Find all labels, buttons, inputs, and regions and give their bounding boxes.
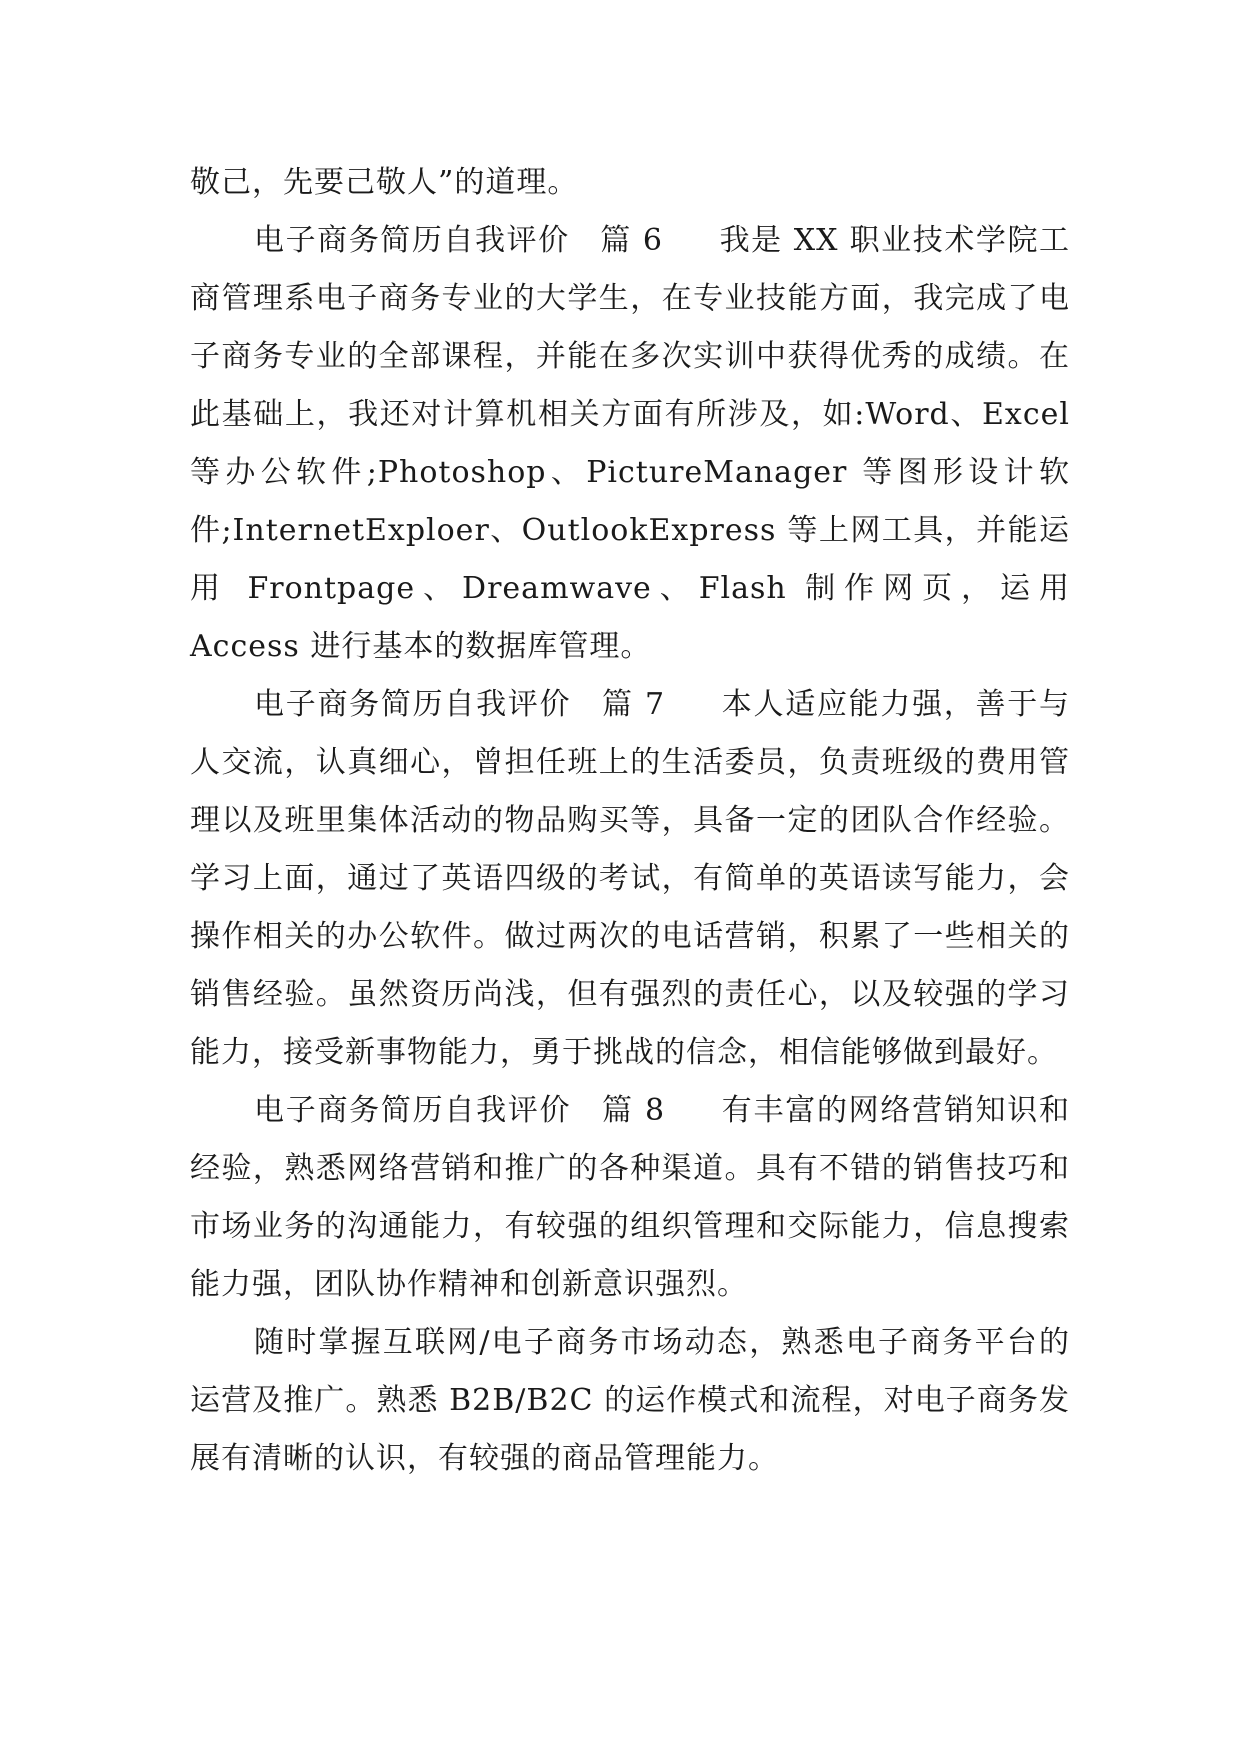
paragraph-ecommerce-trends xyxy=(190,1314,1070,1488)
paragraph-text: 本人适应能力强，善于与人交流，认真细心，曾担任班上的生活委员，负责班级的费用管理以及班里集体活动的物品购买等，具备一定的团队合作经验。学习上面，通过了英语四级的考试，有简单的英语读写能力，会操作相关的办公软件。做过两次的电话营销，积累了一些相关的销售经验。虽然资历尚浅，但有强烈的责任心，以及较强的学习能力，接受新事物能力，勇于挑战的信念，相信能够做到最好。 xyxy=(190,687,1071,1070)
paragraph-section-8 xyxy=(190,1082,1070,1314)
section-heading: 电子商务简历自我评价 xyxy=(254,223,570,258)
section-heading: 电子商务简历自我评价 xyxy=(254,687,572,722)
section-number: 篇 7 xyxy=(601,687,666,722)
paragraph-text: 有丰富的网络营销知识和经验，熟悉网络营销和推广的各种渠道。具有不错的销售技巧和市场业务的沟通能力，有较强的组织管理和交际能力，信息搜索能力强，团队协作精神和创新意识强烈。 xyxy=(190,1093,1071,1302)
section-number: 篇 6 xyxy=(599,223,663,258)
paragraph-continuation xyxy=(190,154,1070,212)
paragraph-section-7 xyxy=(190,676,1070,1082)
section-heading: 电子商务简历自我评价 xyxy=(254,1093,572,1128)
paragraph-text: 敬己，先要己敬人”的道理。 xyxy=(190,165,579,200)
paragraph-text: 随时掌握互联网/电子商务市场动态，熟悉电子商务平台的运营及推广。熟悉 B2B/B2C 的运作模式和流程，对电子商务发展有清晰的认识，有较强的商品管理能力。 xyxy=(190,1325,1070,1476)
paragraph-text: 我是 XX 职业技术学院工商管理系电子商务专业的大学生，在专业技能方面，我完成了电子商务专业的全部课程，并能在多次实训中获得优秀的成绩。在此基础上，我还对计算机相关方面有所涉及，如:Word、Excel 等办公软件;Photoshop、PictureManager 等图形设计软件;InternetExploer、OutlookExpress 等上网工具，并能运用 Frontpage、Dreamwave、Flash 制作网页，运用 Access 进行基本的数据库管理。 xyxy=(190,223,1071,664)
section-number: 篇 8 xyxy=(601,1093,666,1128)
document-body xyxy=(190,154,1070,1488)
paragraph-section-6 xyxy=(190,212,1070,676)
